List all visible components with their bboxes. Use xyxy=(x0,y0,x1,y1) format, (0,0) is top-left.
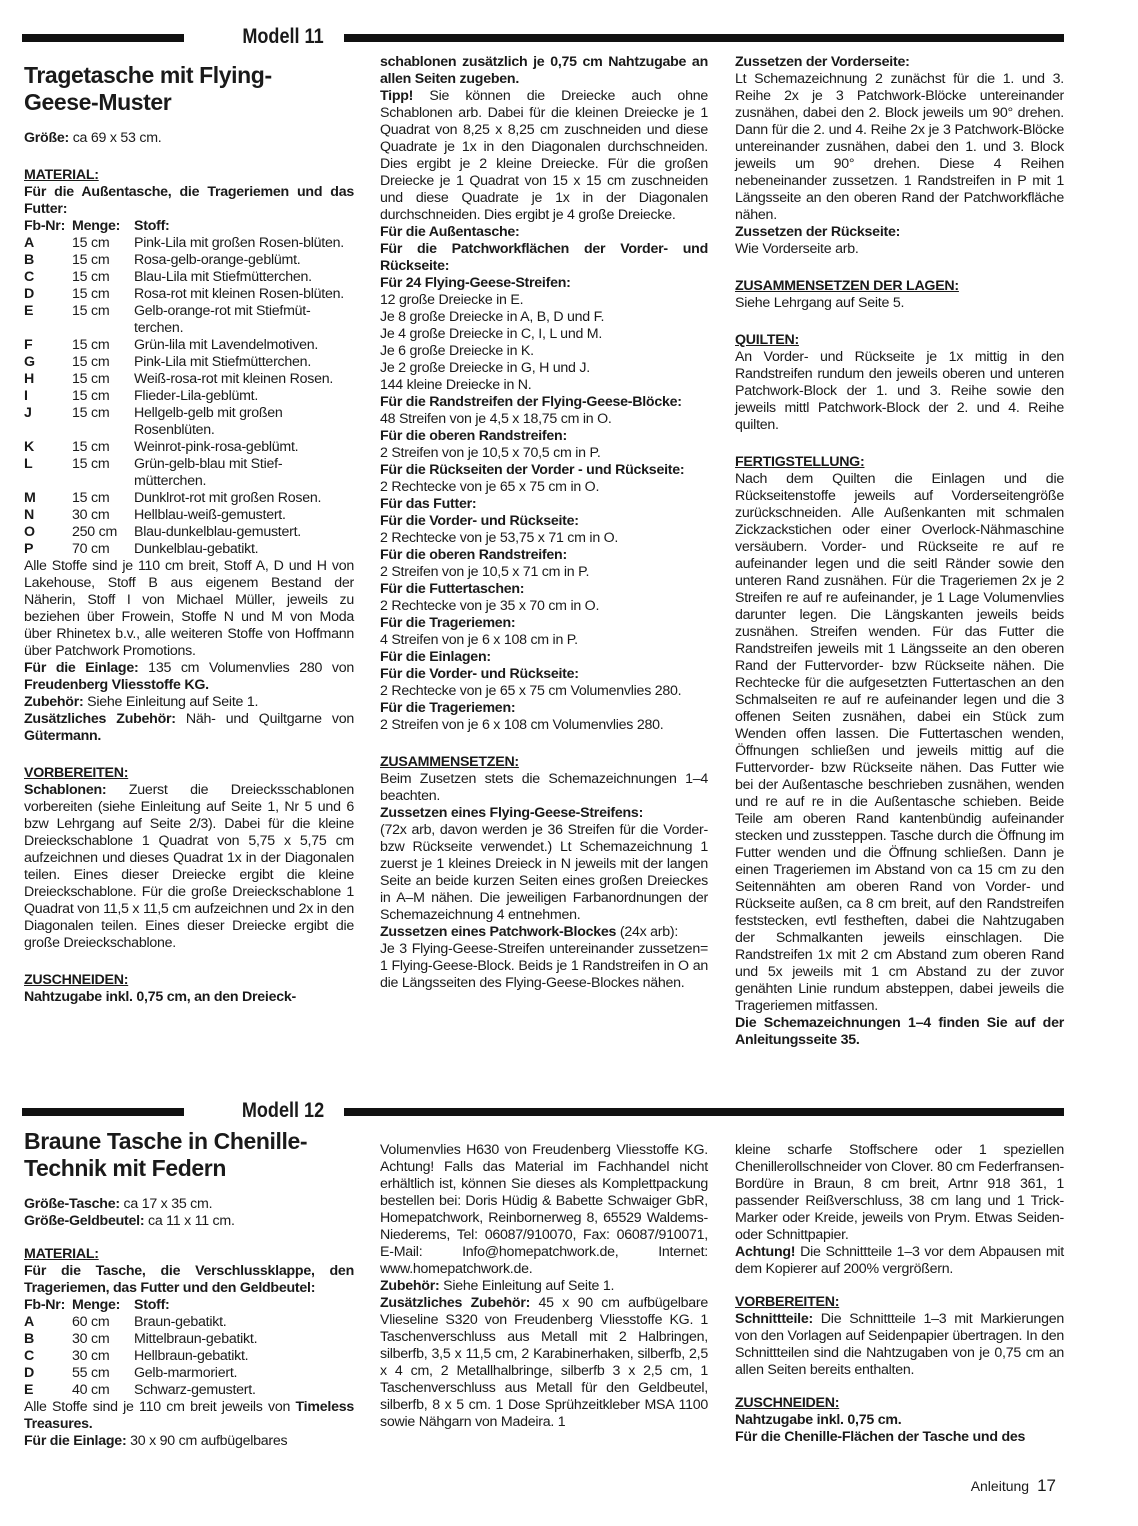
m12-fabric-rows xyxy=(24,1314,354,1399)
m12-tools-text: kleine scharfe Stoffschere oder 1 speziellen Chenillerollschneider von Clover. 80 cm Federfransen-Bordüre in Braun, 8 cm breit, Artnr 918 361, 1 passender Reißverschluss, 38 cm lang und 1 Trick-Marker oder Kreide, jeweils von Prym. Etwas Seiden- oder Schnittpapier. xyxy=(735,1142,1064,1243)
size-value: ca 69 x 53 cm. xyxy=(69,130,162,146)
material-heading: MATERIAL: xyxy=(24,167,99,183)
fabric-amount: 15 cm xyxy=(72,371,110,387)
m12-zubehoer-label: Zubehör: xyxy=(380,1278,440,1294)
m11-zus-zubehoer xyxy=(24,711,354,745)
lagen-text: Siehe Lehrgang auf Seite 5. xyxy=(735,295,905,311)
fabric-description: Rosa-gelb-orange-geblümt. xyxy=(134,252,301,268)
fabric-id: E xyxy=(24,303,34,319)
m11-title-line-2: Geese-Muster xyxy=(24,89,172,115)
fabric-id: A xyxy=(24,1314,34,1330)
fvr-text: 2 Rechtecke von je 53,75 x 71 cm in O. xyxy=(380,530,619,546)
futter-heading: Für das Futter: xyxy=(380,496,477,512)
modell-12-header xyxy=(22,1096,1064,1126)
fabric-amount: 60 cm xyxy=(72,1314,110,1330)
fabric-id: L xyxy=(24,456,33,472)
m12-zus-zubehoer-text: 45 x 90 cm aufbügelbare Vlieseline S320 von Freudenberg Vliesstoffe KG. 1 Taschenverschluss aus Metall mit 2 Halbringen, silberfb, 3,5 x 11,5 cm, 2 Karabinerhaken, silberfb, 2,5 x 4 cm, 2 Metallhalbringe, silberfb 3 x 2,5 cm, 1 Taschenverschluss aus Metall für den Geldbeutel, silberfb, 8 x 5 cm. 1 Dose Sprühzeitkleber MSA 1100 sowie Nähgarn von Madeira. 1 xyxy=(380,1295,709,1430)
m12-zubehoer xyxy=(380,1278,708,1295)
fabric-amount: 15 cm xyxy=(72,269,110,285)
fabric-amount: 15 cm xyxy=(72,286,110,302)
ein-heading: Für die Einlagen: xyxy=(380,649,491,665)
aussen-heading: Für die Außentasche: xyxy=(380,224,520,240)
fabric-id: P xyxy=(24,541,34,557)
th-fbnr: Fb-Nr: xyxy=(24,1297,66,1313)
obrand-heading: Für die oberen Randstreifen: xyxy=(380,428,567,444)
zubehoer-label: Zubehör: xyxy=(24,694,84,710)
fertigstellung-end: Die Schemazeichnungen 1–4 finden Sie auf der Anleitungsseite 35. xyxy=(735,1015,1064,1048)
lagen-heading: ZUSAMMENSETZEN DER LAGEN: xyxy=(735,278,959,294)
m11-column-3 xyxy=(735,54,1064,1049)
m11-column-1 xyxy=(24,62,354,1006)
fg-heading: Für 24 Flying-Geese-Streifen: xyxy=(380,275,571,291)
fg-line: 144 kleine Dreiecke in N. xyxy=(380,377,532,393)
header-rule-left xyxy=(22,34,184,42)
einlage-label: Für die Einlage: xyxy=(24,660,139,676)
fg-line: Je 6 große Dreiecke in K. xyxy=(380,343,534,359)
patch-heading: Für die Patchworkflächen der Vorder- und Rückseite: xyxy=(380,241,708,274)
fg-line: Je 8 große Dreiecke in A, B, D und F. xyxy=(380,309,605,325)
fabric-amount: 40 cm xyxy=(72,1382,110,1398)
m12-material-for: Für die Tasche, die Verschlussklappe, den Trageriemen, das Futter und den Geldbeutel: xyxy=(24,1263,354,1296)
fabric-id: M xyxy=(24,490,36,506)
fob-heading: Für die oberen Randstreifen: xyxy=(380,547,567,563)
rueck-heading: Für die Rückseiten der Vorder - und Rückseite: xyxy=(380,462,685,478)
fabric-amount: 15 cm xyxy=(72,235,110,251)
fob-text: 2 Streifen von je 10,5 x 71 cm in P. xyxy=(380,564,590,580)
fabric-amount: 15 cm xyxy=(72,388,110,404)
m11-fabric-rows xyxy=(24,235,354,558)
fabric-id: O xyxy=(24,524,35,540)
fabric-description: Dunklrot-rot mit großen Rosen. xyxy=(134,490,322,506)
size-label: Größe: xyxy=(24,130,70,146)
zus-zubehoer-brand: Gütermann. xyxy=(24,728,102,744)
zv-text: Lt Schemazeichnung 2 zunächst für die 1. und 3. Reihe 2x je 3 Patchwork-Blöcke untereinander zusnähen, dabei den 2. Block jeweils um 90° drehen. Dann für die 2. und 4. Reihe 2x je 3 Patchwork-Blöcke untereinander zusnähen, dabei den 1. und 3. Block jeweils um 90° drehen. Diese 4 Reihen nebeneinander zussetzen. 1 Randstreifen in P mit 1 Längsseite an den oberen Rand der Patchworkfläche nähen. xyxy=(735,71,1064,223)
m11-size xyxy=(24,130,354,147)
m12-title-line-1: Braune Tasche in Chenille- xyxy=(24,1128,308,1154)
ft-heading: Für die Futtertaschen: xyxy=(380,581,525,597)
m12-fabric-table xyxy=(24,1297,354,1314)
fabric-amount: 15 cm xyxy=(72,252,110,268)
zv-heading: Zussetzen der Vorderseite: xyxy=(735,54,910,70)
m12-size-tasche xyxy=(24,1196,354,1213)
fabric-id: F xyxy=(24,337,33,353)
fabric-description: Hellgelb-gelb mit großen Rosenblüten. xyxy=(134,405,283,438)
zpb-heading xyxy=(380,924,708,941)
m12-schnittteile xyxy=(735,1311,1064,1379)
evr-text: 2 Rechtecke von je 65 x 75 cm Volumenvlies 280. xyxy=(380,683,682,699)
m12-zubehoer-text: Siehe Einleitung auf Seite 1. xyxy=(439,1278,615,1294)
quilten-heading: QUILTEN: xyxy=(735,332,799,348)
m11-fabric-table xyxy=(24,218,354,235)
ft-text: 2 Rechtecke von je 35 x 70 cm in O. xyxy=(380,598,600,614)
einlage-brand: Freudenberg Vliesstoffe KG. xyxy=(24,677,209,693)
m12-title-line-2: Technik mit Federn xyxy=(24,1155,226,1181)
th-stoff: Stoff: xyxy=(134,218,170,234)
rand-heading: Für die Randstreifen der Flying-Geese-Blöcke: xyxy=(380,394,682,410)
m12-zus-zubehoer-label: Zusätzliches Zubehör: xyxy=(380,1295,531,1311)
zusammensetzen-text: Beim Zusetzen stets die Schemazeichnungen 1–4 beachten. xyxy=(380,771,708,804)
fabric-description: Dunkelblau-gebatikt. xyxy=(134,541,259,557)
fabric-id: N xyxy=(24,507,34,523)
evr-heading: Für die Vorder- und Rückseite: xyxy=(380,666,579,682)
fabric-amount: 15 cm xyxy=(72,354,110,370)
zpb-heading-bold: Zussetzen eines Patchwork-Blockes xyxy=(380,924,617,940)
fg-line: Je 4 große Dreiecke in C, I, L und M. xyxy=(380,326,603,342)
page-number: 17 xyxy=(1037,1476,1056,1495)
fabric-description: Blau-Lila mit Stiefmütterchen. xyxy=(134,269,312,285)
fabric-amount: 15 cm xyxy=(72,490,110,506)
fabric-id: K xyxy=(24,439,34,455)
fabric-description: Schwarz-gemustert. xyxy=(134,1382,256,1398)
fabric-description: Weiß-rosa-rot mit kleinen Rosen. xyxy=(134,371,334,387)
zus-zubehoer-text: Näh- und Quiltgarne von xyxy=(175,711,354,727)
fabric-amount: 15 cm xyxy=(72,303,110,319)
m12-size-geldbeutel xyxy=(24,1213,354,1230)
m12-einlage xyxy=(24,1433,354,1450)
m12-zus-zubehoer xyxy=(380,1295,708,1431)
fg-line: Je 2 große Dreiecke in G, H und J. xyxy=(380,360,590,376)
size-tasche-value: ca 17 x 35 cm. xyxy=(119,1196,213,1212)
fabric-id: C xyxy=(24,1348,34,1364)
rueck-text: 2 Rechtecke von je 65 x 75 cm in O. xyxy=(380,479,600,495)
fabric-id: H xyxy=(24,371,34,387)
zr-heading: Zussetzen der Rückseite: xyxy=(735,224,901,240)
fabric-amount: 30 cm xyxy=(72,1348,110,1364)
size-tasche-label: Größe-Tasche: xyxy=(24,1196,120,1212)
rand-text: 48 Streifen von je 4,5 x 18,75 cm in O. xyxy=(380,411,612,427)
fabric-id: I xyxy=(24,388,28,404)
fabric-id: E xyxy=(24,1382,34,1398)
fabric-description: Rosa-rot mit kleinen Rosen-blüten. xyxy=(134,286,344,302)
m11-column-2 xyxy=(380,54,708,992)
fabric-id: D xyxy=(24,286,34,302)
fg-lines xyxy=(380,292,708,394)
fabric-description: Gelb-orange-rot mit Stiefmüt-terchen. xyxy=(134,303,311,336)
zpb-heading-note: (24x arb): xyxy=(616,924,679,940)
fabric-amount: 15 cm xyxy=(72,439,110,455)
th-stoff: Stoff: xyxy=(134,1297,170,1313)
einlage-text: 135 cm Volumenvlies 280 von xyxy=(138,660,355,676)
fabric-id: G xyxy=(24,354,35,370)
m12-stoffe xyxy=(24,1399,354,1433)
fabric-description: Blau-dunkelblau-gemustert. xyxy=(134,524,301,540)
vorbereiten-heading: VORBEREITEN: xyxy=(24,765,129,781)
fabric-amount: 55 cm xyxy=(72,1365,110,1381)
m12-zuschneiden-line-2: Für die Chenille-Flächen der Tasche und des xyxy=(735,1429,1026,1445)
size-geldbeutel-value: ca 11 x 11 cm. xyxy=(144,1213,235,1229)
m11-schablonen xyxy=(24,782,354,952)
material-for: Für die Außentasche, die Trageriemen und das Futter: xyxy=(24,184,354,217)
m11-einlage xyxy=(24,660,354,694)
m12-achtung xyxy=(735,1244,1064,1278)
fabric-description: Pink-Lila mit großen Rosen-blüten. xyxy=(134,235,344,251)
schablonen-text: Zuerst die Dreiecksschablonen vorbereiten (siehe Einleitung auf Seite 1, Nr 5 und 6 bzw Lehrgang auf Seite 2/3). Dabei für die kleine Dreieckschablone 1 Quadrat von 5,75 x 5,75 cm aufzeichnen und dieses Quadrat 1x in der Diagonalen teilen. Eines dieser Dreiecke ergibt die kleine Dreieckschablone. Für die große Dreieckschablone 1 Quadrat von 11,5 x 11,5 cm aufzeichnen und 2x in den Diagonalen teilen. Eines dieser Dreiecke ergibt die große Dreieckschablone. xyxy=(24,782,354,951)
tipp-label: Tipp! xyxy=(380,88,414,104)
fertigstellung-text: Nach dem Quilten die Einlagen und die Rückseitenstoffe jeweils auf Vorderseitengröße zurückschneiden. Alle Außenkanten mit schmalen Zickzackstichen oder einer Overlock-Nähmaschine versäubern. Vorder- und Rückseite re auf re aufeinander legen und die seitl Ränder sowie den unteren Rand zusnähen. Für die Trageriemen 2x je 2 Streifen re auf re aufeinander, je 1 Lage Volumenvlies darunter legen. Die Längskanten jeweils beids zusnähen. Streifen wenden. Für das Futter die Randstreifen jeweils mit 1 Längsseite an den oberen Rand der Futtervorder- bzw Rückseite nähen. Die Rechtecke für die aufgesetzten Futtertaschen an den Schmalseiten re auf re aufeinander legen und die 3 offenen Seiten zusnähen, dabei ein Stück zum Wenden offen lassen. Die Futtertaschen wenden, Öffnungen schließen und jeweils mittig auf die Futtervorder- bzw Rückseite nähen. Das Futter wie bei der Außentasche beschrieben zusnähen, wenden und re auf re in die Außentasche schieben. Beide Teile am oberen Rand kantenbündig aufeinander stecken und zussteppen. Tasche durch die Öffnung im Futter wenden und die Öffnung schließen. Dann je einen Trageriemen im Abstand von ca 15 cm zu den Seitennähten am oberen Rand von Vorder- und Rückseite außen, ca 8 cm breit, auf den Randstreifen feststecken, evtl festheften, dabei die Nahtzugaben der Schmalkanten jeweils einschlagen. Die Randstreifen 1x mit 2 cm Abstand zum oberen Rand und 5x jeweils mit 1 cm Abstand zu der zuvor genähten Linie rundum absteppen, dabei jeweils die Trageriemen mitfassen. xyxy=(735,471,1064,1014)
modell-11-label: Modell 11 xyxy=(242,25,324,48)
page-footer xyxy=(971,1476,1056,1496)
zfg-text: (72x arb, davon werden je 36 Streifen für die Vorder- bzw Rückseite verwendet.) Lt Schemazeichnung 1 zuerst je 1 kleines Dreieck in N jeweils mit der langen Seite an beide kurzen Seiten eines großen Dreieckes in A–M nähen. Die jeweiligen Farbanordnungen der Schemazeichnung 4 entnehmen. xyxy=(380,822,708,923)
header-rule-right xyxy=(344,1108,1064,1116)
fabric-description: Pink-Lila mit Stiefmütterchen. xyxy=(134,354,312,370)
fabric-id: A xyxy=(24,235,34,251)
fabric-description: Grün-lila mit Lavendelmotiven. xyxy=(134,337,319,353)
zr-text: Wie Vorderseite arb. xyxy=(735,241,859,257)
modell-12-label: Modell 12 xyxy=(241,1099,325,1122)
m12-column-2 xyxy=(380,1142,708,1431)
fabric-description: Mittelbraun-gebatikt. xyxy=(134,1331,258,1347)
fabric-description: Hellbraun-gebatikt. xyxy=(134,1348,249,1364)
zpb-text: Je 3 Flying-Geese-Streifen untereinander zussetzen= 1 Flying-Geese-Block. Beids je 1 Randstreifen in O an die Längsseiten des Flying-Geese-Blockes nähen. xyxy=(380,941,708,991)
tr-text: 4 Streifen von je 6 x 108 cm in P. xyxy=(380,632,578,648)
fabric-id: B xyxy=(24,1331,34,1347)
fabric-amount: 30 cm xyxy=(72,507,110,523)
fabric-description: Gelb-marmoriert. xyxy=(134,1365,238,1381)
m11-fabric-notes: Alle Stoffe sind je 110 cm breit, Stoff A, D und H von Lakehouse, Stoff B aus eigenem Bestand der Näherin, Stoff I von Michael Müller, jeweils zu beziehen über Frowein, Stoffe N und M von Moda über Rhinetex b.v., alle weiteren Stoffe von Hoffmann über Patchwork Promotions. xyxy=(24,558,354,659)
stoffe-brand: Timeless Treasures. xyxy=(24,1399,354,1432)
th-menge: Menge: xyxy=(72,218,121,234)
obrand-text: 2 Streifen von je 10,5 x 70,5 cm in P. xyxy=(380,445,601,461)
etr-heading: Für die Trageriemen: xyxy=(380,700,516,716)
tr-heading: Für die Trageriemen: xyxy=(380,615,516,631)
fertigstellung-heading: FERTIGSTELLUNG: xyxy=(735,454,865,470)
fabric-id: C xyxy=(24,269,34,285)
fabric-amount: 15 cm xyxy=(72,456,110,472)
m11-zubehoer xyxy=(24,694,354,711)
quilten-text: An Vorder- und Rückseite je 1x mittig in den Randstreifen rundum den jeweils oberen und unteren Patchwork-Block der 1. und 3. Reihe sowie den jeweils mittl Patchwork-Block der 2. und 4. Reihe quilten. xyxy=(735,349,1064,433)
fabric-description: Flieder-Lila-geblümt. xyxy=(134,388,259,404)
m12-column-3 xyxy=(735,1142,1064,1446)
zus-zubehoer-label: Zusätzliches Zubehör: xyxy=(24,711,176,727)
header-rule-left xyxy=(22,1108,184,1116)
footer-label: Anleitung xyxy=(970,1478,1030,1494)
stoffe-text: Alle Stoffe sind je 110 cm breit jeweils von xyxy=(24,1399,296,1415)
fg-line: 12 große Dreiecke in E. xyxy=(380,292,524,308)
modell-11-header xyxy=(22,22,1064,52)
m12-einlage-label: Für die Einlage: xyxy=(24,1433,127,1449)
fabric-id: D xyxy=(24,1365,34,1381)
zuschneiden-text: Nahtzugabe inkl. 0,75 cm, an den Dreieck- xyxy=(24,989,297,1005)
m11-title-line-1: Tragetasche mit Flying- xyxy=(24,62,272,88)
m11-tipp xyxy=(380,88,708,224)
schnittteile-label: Schnittteile: xyxy=(735,1311,813,1327)
zusammensetzen-heading: ZUSAMMENSETZEN: xyxy=(380,754,519,770)
zubehoer-text: Siehe Einleitung auf Seite 1. xyxy=(83,694,259,710)
m12-column-1 xyxy=(24,1128,354,1450)
achtung-text: Die Schnittteile 1–3 vor dem Abpausen mit dem Kopierer auf 200% vergrößern. xyxy=(735,1244,1064,1277)
m12-order-info: Volumenvlies H630 von Freudenberg Vliesstoffe KG. Achtung! Falls das Material im Fachhandel nicht erhältlich ist, können Sie dieses als Komplettpackung bestellen bei: Doris Hüdig & Babette Schwaiger GbR, Homepatchwork, Reinbornerweg 8, 65529 Waldems-Niederems, Tel: 06087/910070, Fax: 06087/910071, E-Mail: Info@homepatchwork.de, Internet: www.homepatchwork.de. xyxy=(380,1142,708,1277)
th-fbnr: Fb-Nr: xyxy=(24,218,66,234)
zfg-heading: Zussetzen eines Flying-Geese-Streifens: xyxy=(380,805,644,821)
m11-schablonen-cont: schablonen zusätzlich je 0,75 cm Nahtzugabe an allen Seiten zugeben. xyxy=(380,54,708,87)
size-geldbeutel-label: Größe-Geldbeutel: xyxy=(24,1213,145,1229)
m11-title xyxy=(24,62,354,116)
header-rule-right xyxy=(344,34,1064,42)
th-menge: Menge: xyxy=(72,1297,121,1313)
fabric-amount: 70 cm xyxy=(72,541,110,557)
fabric-amount: 15 cm xyxy=(72,337,110,353)
fabric-id: B xyxy=(24,252,34,268)
fabric-description: Braun-gebatikt. xyxy=(134,1314,227,1330)
m12-title xyxy=(24,1128,354,1182)
etr-text: 2 Streifen von je 6 x 108 cm Volumenvlies 280. xyxy=(380,717,664,733)
fabric-description: Weinrot-pink-rosa-geblümt. xyxy=(134,439,299,455)
schnittteile-text: Die Schnittteile 1–3 mit Markierungen von den Vorlagen auf Seidenpapier übertragen. In den Schnittteilen sind die Nahtzugaben von je 0,75 cm an allen Seiten bereits enthalten. xyxy=(735,1311,1064,1378)
fabric-description: Grün-gelb-blau mit Stief-mütterchen. xyxy=(134,456,283,489)
tipp-text: Sie können die Dreiecke auch ohne Schablonen arb. Dabei für die kleinen Dreiecke je 1 Quadrat von 8,25 x 8,25 cm zuschneiden und diese Quadrate je 1x in den Diagonalen durchschneiden. Dies ergibt je 2 kleine Dreiecke. Für die großen Dreiecke je 1 Quadrat von 15 x 15 cm zuschneiden und diese Quadrate je 1x in der Diagonalen durchschneiden. Dies ergibt je 4 große Dreiecke. xyxy=(380,88,708,223)
fabric-amount: 15 cm xyxy=(72,405,110,421)
achtung-label: Achtung! xyxy=(735,1244,796,1260)
m12-material-heading: MATERIAL: xyxy=(24,1246,99,1262)
fabric-id: J xyxy=(24,405,32,421)
fabric-description: Hellblau-weiß-gemustert. xyxy=(134,507,286,523)
fabric-amount: 250 cm xyxy=(72,524,118,540)
zuschneiden-heading: ZUSCHNEIDEN: xyxy=(24,972,129,988)
m12-zuschneiden-line-1: Nahtzugabe inkl. 0,75 cm. xyxy=(735,1412,902,1428)
m12-zuschneiden-heading: ZUSCHNEIDEN: xyxy=(735,1395,840,1411)
m12-vorbereiten-heading: VORBEREITEN: xyxy=(735,1294,840,1310)
fvr-heading: Für die Vorder- und Rückseite: xyxy=(380,513,579,529)
fabric-amount: 30 cm xyxy=(72,1331,110,1347)
schablonen-label: Schablonen: xyxy=(24,782,107,798)
m12-einlage-text: 30 x 90 cm aufbügelbares xyxy=(126,1433,288,1449)
